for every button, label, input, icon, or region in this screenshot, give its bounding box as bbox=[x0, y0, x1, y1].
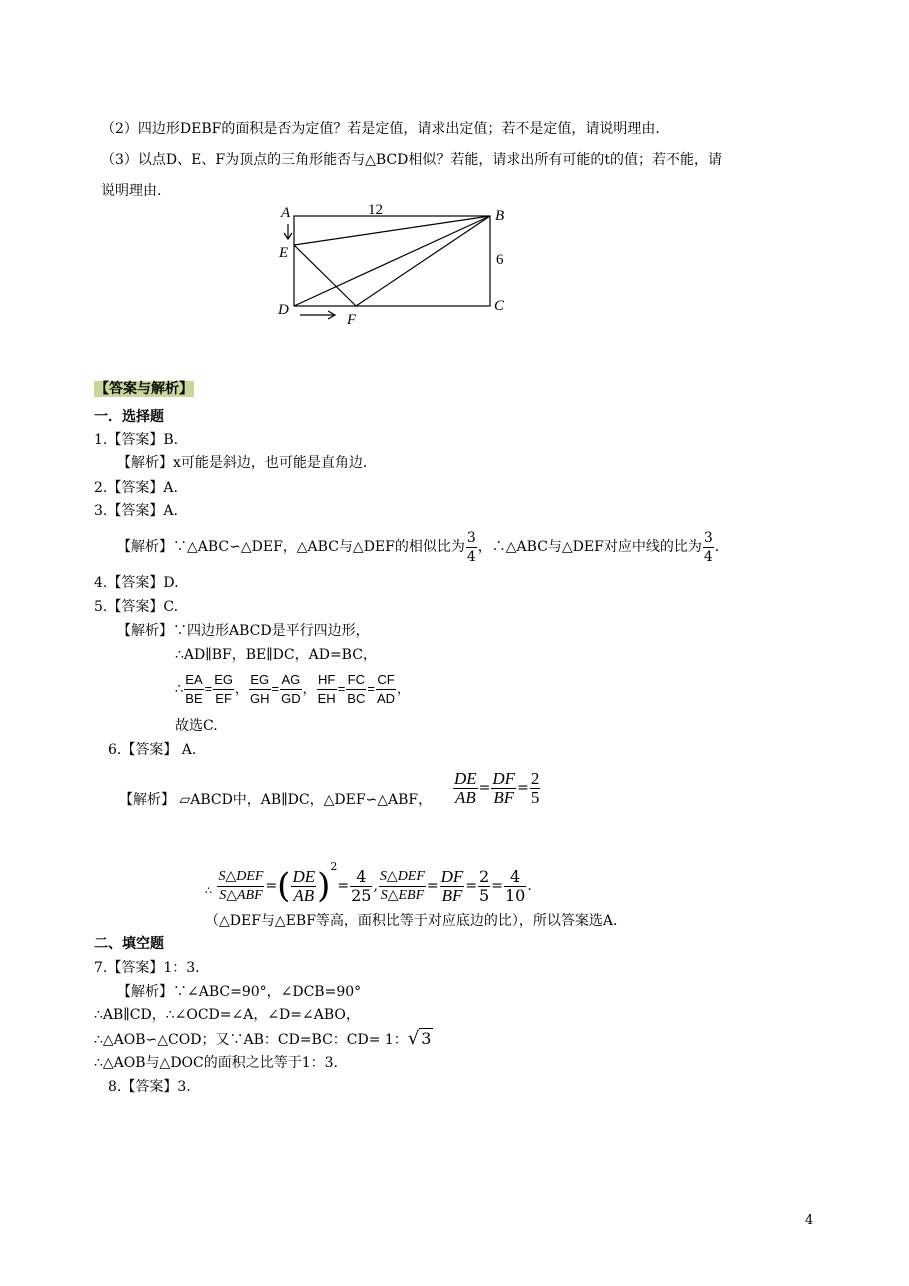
answer-5-explanation-2: ∴AD∥BF，BE∥DC，AD=BC， bbox=[175, 647, 377, 663]
answer-5-explanation-1: 【解析】∵四边形ABCD是平行四边形， bbox=[117, 623, 370, 639]
segment-ef bbox=[294, 245, 356, 306]
label-b: B bbox=[495, 208, 505, 224]
question-3-line2: 说明理由. bbox=[101, 183, 162, 199]
label-a: A bbox=[281, 205, 291, 221]
label-c: C bbox=[494, 298, 505, 314]
answer-1: 1.【答案】B. bbox=[94, 432, 179, 448]
answer-4: 4.【答案】D. bbox=[94, 575, 179, 591]
segment-eb bbox=[294, 216, 490, 245]
answer-5-ratios: ∴ $\frac{EA}{BE}$ = $\frac{EG}{EF}$ ， $\frac{EG}{GH}$ = $\frac{AG}{GD}$ ， $\frac{HF}{EH}$ = $\frac{FC}{BC}$ = $\frac{CF}{AD}$ ， bbox=[175, 672, 411, 707]
label-length-12: 12 bbox=[368, 202, 383, 218]
answer-6-ratio: $\frac{DE}{AB}$ = $\frac{DF}{BF}$ = $\frac{2}{5}$ bbox=[454, 768, 540, 807]
answer-2: 2.【答案】A. bbox=[94, 480, 178, 496]
fraction-3-4: $\frac{3}{4}$ bbox=[703, 529, 713, 565]
answer-6-note: （△DEF与△EBF等高，面积比等于对应底边的比），所以答案选A. bbox=[205, 913, 618, 929]
answer-6: 6.【答案】 A. bbox=[108, 742, 197, 758]
answer-7-explanation-2: ∴AB∥CD，∴∠OCD=∠A，∠D=∠ABO， bbox=[94, 1007, 360, 1023]
page-number: 4 bbox=[805, 1213, 814, 1228]
answers-header: 【答案与解析】 bbox=[95, 381, 193, 397]
label-f: F bbox=[347, 312, 357, 328]
answer-7-explanation-4: ∴△AOB与△DOC的面积之比等于1：3. bbox=[94, 1055, 338, 1071]
rectangle-figure bbox=[270, 198, 520, 328]
label-width-6: 6 bbox=[496, 252, 504, 268]
question-3-line1: （3）以点D、E、F为顶点的三角形能否与△BCD相似？若能，请求出所有可能的t的值；若不能，请 bbox=[101, 152, 722, 168]
segment-fb bbox=[356, 216, 490, 306]
label-d: D bbox=[278, 302, 289, 318]
answer-7: 7.【答案】1：3. bbox=[94, 960, 200, 976]
fraction-3-4: $\frac{3}{4}$ bbox=[466, 529, 476, 565]
answer-8: 8.【答案】3. bbox=[108, 1079, 191, 1095]
label-e: E bbox=[279, 245, 289, 261]
answer-7-explanation-3: ∴△AOB∽△COD；又∵AB：CD=BC：CD= 1：√ 3 bbox=[94, 1028, 432, 1049]
answer-5: 5.【答案】C. bbox=[94, 599, 179, 615]
answer-3-explanation: 【解析】∵△ABC∽△DEF，△ABC与△DEF的相似比为 $\frac{3}{4}$ ，∴△ABC与△DEF对应中线的比为 $\frac{3}{4}$ . bbox=[117, 529, 720, 565]
answer-3: 3.【答案】A. bbox=[94, 503, 178, 519]
section-choice: 一．选择题 bbox=[94, 409, 164, 425]
segment-db bbox=[294, 216, 490, 306]
answer-6-area-ratio: $_\therefore$ $\frac{\text{S△DEF}}{\text{S△ABF}}$ =( $\frac{DE}{AB}$ )$^2$= $\frac{4}{25}$ , $\frac{\text{S△DEF}}{\text{S△EBF}}$ = $\frac{DF}{BF}$ = $\frac{2}{5}$ = $\frac{4}{10}$ . bbox=[205, 860, 532, 906]
section-fill: 二、填空题 bbox=[94, 936, 164, 952]
answer-7-explanation-1: 【解析】∵∠ABC=90°，∠DCB=90° bbox=[117, 984, 362, 1000]
question-2: （2）四边形DEBF的面积是否为定值？若是定值，请求出定值；若不是定值，请说明理由. bbox=[101, 121, 660, 137]
answer-6-explanation: 【解析】 ▱ABCD中，AB∥DC，△DEF∽△ABF， bbox=[119, 792, 433, 808]
answer-1-explanation: 【解析】x可能是斜边，也可能是直角边. bbox=[117, 455, 368, 471]
answer-5-choose: 故选C. bbox=[175, 718, 218, 734]
